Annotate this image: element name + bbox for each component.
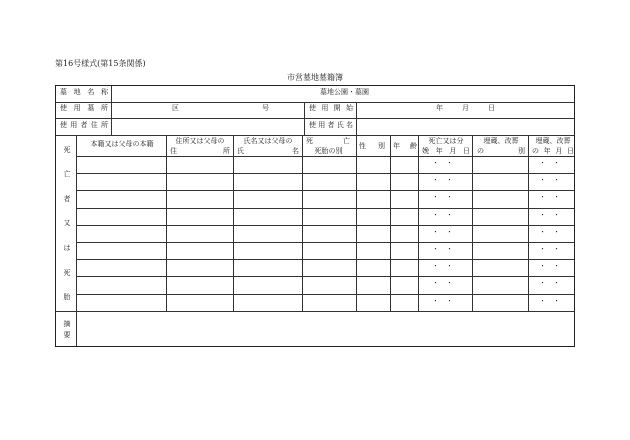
- month-label: 月: [462, 104, 469, 112]
- use-start-label-char: 使: [309, 104, 316, 112]
- grid-line-vertical: [528, 135, 529, 311]
- burial-date-header-line2-char: 日: [566, 147, 574, 155]
- grid-line-horizontal: [56, 311, 574, 312]
- death-date-cell: ・・: [432, 245, 460, 253]
- side-label-char: 者: [63, 194, 71, 203]
- cemetery-name-label-char: 墓: [60, 88, 67, 96]
- burial-type-header-line2: [477, 147, 525, 156]
- sex-header: [359, 142, 385, 152]
- grid-line-horizontal: [76, 242, 574, 243]
- grid-line-horizontal: [76, 173, 574, 174]
- domicile-header: 本籍又は父母の本籍: [90, 140, 154, 148]
- side-label-char: 胎: [63, 293, 71, 302]
- burial-type-header-char-a: の: [477, 147, 484, 155]
- death-date-header-line2-char: 月: [449, 147, 457, 155]
- plot-used-label-char: 所: [100, 104, 108, 112]
- burial-date-header-line2: [532, 147, 574, 156]
- user-address-label-char: 住: [90, 121, 98, 129]
- burial-date-header-line2-char: 年: [543, 147, 551, 155]
- user-address-label: [60, 121, 108, 134]
- death-date-cell: ・・: [432, 262, 460, 271]
- grid-line-vertical: [418, 135, 419, 311]
- age-header: [393, 142, 417, 152]
- grid-line-horizontal: [76, 208, 574, 209]
- burial-date-cell: ・・: [539, 210, 567, 219]
- side-label-char: 亡: [63, 170, 71, 179]
- use-start-label-char: 開: [333, 104, 341, 112]
- grid-line-vertical: [76, 135, 77, 311]
- death-date-cell: ・・: [432, 279, 460, 288]
- death-date-header-line2-char: 娩: [422, 147, 429, 155]
- year-label: 年: [436, 104, 443, 112]
- death-date-header-line1: 死亡又は分: [428, 137, 464, 145]
- cemetery-name-label-char: 称: [100, 88, 108, 96]
- burial-date-header-line1: 埋蔵、改葬: [535, 137, 571, 145]
- ward-label: 区: [172, 104, 179, 112]
- side-label-char: 死: [63, 145, 71, 154]
- register-title: 市営墓地墓籍簿: [287, 73, 343, 82]
- user-name-label-char: 使: [309, 121, 316, 129]
- remarks-label-char: 摘: [63, 320, 71, 328]
- name-header-char-a: 氏: [237, 147, 244, 155]
- stillborn-header-char-a: 死: [306, 137, 313, 145]
- age-header-char: 齢: [410, 142, 417, 150]
- burial-date-cell: ・・: [539, 176, 567, 185]
- burial-type-header-line1: 埋蔵、改葬: [483, 137, 519, 145]
- grid-line-vertical: [304, 102, 305, 135]
- burial-date-header-line2-char: の: [532, 147, 539, 155]
- death-date-header-line2-char: 年: [435, 147, 443, 155]
- plot-used-label-char: 用: [73, 104, 81, 112]
- grid-line-horizontal: [76, 259, 574, 260]
- stillborn-header-line2: 死胎の別: [314, 147, 343, 155]
- number-label: 号: [262, 104, 269, 112]
- death-date-header-line2: [422, 147, 470, 156]
- deceased-side-label: [58, 138, 76, 310]
- grid-line-horizontal: [56, 118, 574, 119]
- use-start-label-char: 始: [345, 104, 353, 112]
- plot-used-label-char: 墓: [87, 104, 95, 112]
- side-label-char: 又: [63, 219, 71, 228]
- burial-date-cell: ・・: [539, 159, 567, 167]
- user-address-label-char: 使: [60, 121, 67, 129]
- grid-line-horizontal: [76, 294, 574, 295]
- grid-line-horizontal: [76, 156, 574, 157]
- user-address-label-char: 所: [101, 121, 108, 129]
- burial-date-cell: ・・: [539, 262, 567, 271]
- grid-line-vertical: [76, 311, 77, 346]
- death-date-cell: ・・: [432, 227, 460, 236]
- address-header-line1: 住所又は父母の: [175, 137, 225, 145]
- age-header-char: 年: [393, 142, 400, 150]
- side-label-char: は: [63, 244, 71, 253]
- remarks-label: [58, 319, 76, 341]
- burial-date-header-line2-char: 月: [555, 147, 563, 155]
- grid-line-horizontal: [76, 276, 574, 277]
- sex-header-char: 性: [359, 142, 366, 150]
- cemetery-name-value: 墓地公園・墓園: [320, 88, 369, 96]
- address-header-line2: [170, 147, 230, 156]
- burial-date-cell: ・・: [539, 296, 567, 305]
- death-date-cell: ・・: [432, 176, 460, 185]
- user-name-label-char: 氏: [336, 121, 344, 129]
- cemetery-name-label-char: 地: [73, 88, 81, 96]
- user-name-label: [309, 121, 353, 134]
- grid-line-horizontal: [76, 190, 574, 191]
- use-start-label-char: 用: [321, 104, 329, 112]
- grid-line-vertical: [356, 102, 357, 135]
- remarks-label-char: 要: [63, 331, 71, 339]
- burial-date-cell: ・・: [539, 227, 567, 236]
- user-address-label-char: 者: [80, 121, 88, 129]
- cemetery-name-label: [60, 88, 108, 101]
- grid-line-vertical: [233, 135, 234, 311]
- burial-date-cell: ・・: [539, 245, 567, 253]
- side-label-char: 死: [63, 268, 71, 277]
- name-header-line2: [237, 147, 299, 156]
- grid-line-horizontal: [56, 102, 574, 103]
- burial-date-cell: ・・: [539, 279, 567, 288]
- name-header-char-b: 名: [292, 147, 299, 155]
- grid-line-vertical: [390, 135, 391, 311]
- grid-line-vertical: [111, 86, 112, 135]
- user-address-label-char: 用: [70, 121, 78, 129]
- address-header-char-a: 住: [170, 147, 177, 155]
- address-header-char-b: 所: [223, 147, 230, 155]
- grid-line-vertical: [302, 135, 303, 311]
- grid-line-vertical: [356, 135, 357, 311]
- cemetery-name-label-char: 名: [87, 88, 95, 96]
- burial-date-cell: ・・: [539, 193, 567, 202]
- use-start-label: [309, 104, 353, 117]
- plot-used-label: [60, 104, 108, 117]
- grid-line-horizontal: [56, 135, 574, 136]
- user-name-label-char: 用: [318, 121, 326, 129]
- plot-used-label-char: 使: [60, 104, 67, 112]
- stillborn-header-char-b: 亡: [343, 137, 350, 145]
- user-name-label-char: 者: [327, 121, 335, 129]
- death-date-cell: ・・: [432, 193, 460, 202]
- death-date-cell: ・・: [432, 159, 460, 167]
- user-name-label-char: 名: [346, 121, 353, 129]
- stillborn-header-line1: [306, 137, 350, 146]
- grid-line-vertical: [472, 135, 473, 311]
- day-label: 日: [488, 104, 495, 112]
- grid-line-vertical: [166, 135, 167, 311]
- name-header-line1: 氏名又は父母の: [243, 137, 293, 145]
- death-date-header-line2-char: 日: [462, 147, 470, 155]
- burial-type-header-char-b: 別: [518, 147, 525, 155]
- grid-line-horizontal: [76, 225, 574, 226]
- form-number: 第16号様式(第15条関係): [55, 59, 146, 68]
- cemetery-register-table: [55, 85, 575, 347]
- death-date-cell: ・・: [432, 210, 460, 219]
- sex-header-char: 別: [378, 142, 385, 150]
- death-date-cell: ・・: [432, 296, 460, 305]
